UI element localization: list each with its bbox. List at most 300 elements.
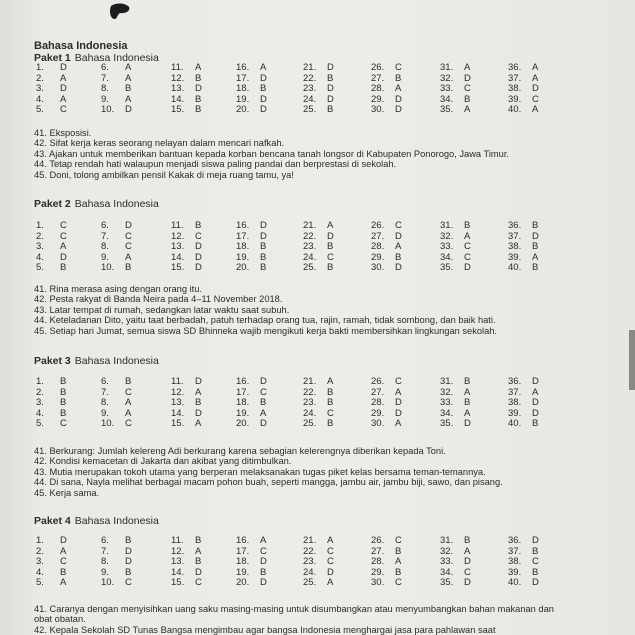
answer-letter: A [532, 72, 539, 84]
answer-item [440, 241, 471, 253]
question-number: 16. [236, 220, 250, 231]
question-number: 3. [36, 556, 44, 568]
answer-item [171, 535, 202, 546]
question-number: 6. [101, 376, 109, 387]
question-number: 14. [171, 407, 185, 419]
answer-item [371, 104, 402, 116]
answer-letter: A [195, 62, 202, 73]
question-number: 28. [371, 556, 385, 568]
answer-item [440, 251, 471, 263]
answer-item [236, 104, 267, 116]
question-number: 36. [508, 62, 522, 73]
answer-letter: D [532, 83, 539, 95]
answer-item [508, 251, 539, 263]
answer-item [101, 386, 132, 398]
question-number: 7. [101, 545, 109, 557]
answer-letter: D [195, 83, 202, 95]
answer-item [236, 376, 267, 387]
question-number: 24. [303, 407, 317, 419]
question-number: 35. [440, 577, 454, 589]
question-number: 21. [303, 62, 317, 73]
answer-letter: D [260, 376, 267, 387]
answer-letter: B [464, 220, 471, 231]
answer-item [36, 407, 67, 419]
essay-answer: 43. Ajakan untuk memberikan bantuan kepada korban bencana tanah longsor di Kabupaten Ponorogo, Jawa Timur. [34, 148, 509, 159]
answer-item [303, 386, 334, 398]
answer-letter: B [125, 376, 132, 387]
answer-item [101, 241, 132, 253]
answer-item [440, 93, 471, 105]
answer-letter: B [327, 386, 334, 398]
answer-item [171, 418, 202, 430]
answer-letter: D [195, 262, 202, 274]
question-number: 15. [171, 104, 185, 116]
answer-letter: A [464, 104, 471, 116]
question-number: 26. [371, 535, 385, 546]
question-number: 40. [508, 262, 522, 274]
answer-item [36, 535, 67, 546]
answer-item [101, 83, 132, 95]
answer-item [171, 72, 202, 84]
answer-letter: A [125, 407, 132, 419]
question-number: 32. [440, 545, 454, 557]
answer-letter: D [60, 535, 67, 546]
answer-item [371, 376, 402, 387]
answer-letter: D [195, 241, 202, 253]
answer-letter: A [195, 418, 202, 430]
question-number: 25. [303, 262, 317, 274]
question-number: 21. [303, 376, 317, 387]
question-number: 10. [101, 262, 115, 274]
answer-item [440, 220, 471, 231]
question-number: 35. [440, 104, 454, 116]
answer-letter: D [395, 397, 402, 409]
question-number: 22. [303, 386, 317, 398]
essay-answer: 42. Kepala Sekolah SD Tunas Bangsa mengimbau agar bangsa Indonesia menghargai jasa para pahlawan saat [34, 624, 496, 635]
answer-letter: A [125, 72, 132, 84]
answer-item [371, 556, 402, 568]
answer-item [171, 262, 202, 274]
question-number: 18. [236, 556, 250, 568]
answer-letter: D [195, 566, 202, 578]
answer-item [303, 251, 334, 263]
question-number: 15. [171, 418, 185, 430]
essay-answer: 45. Doni, tolong ambilkan pensil Kakak di meja ruang tamu, ya! [34, 169, 294, 180]
question-number: 39. [508, 251, 522, 263]
answer-letter: A [60, 72, 67, 84]
answer-letter: B [532, 220, 539, 231]
question-number: 28. [371, 83, 385, 95]
essay-answer: 41. Rina merasa asing dengan orang itu. [34, 284, 202, 294]
essay-answer: 41. Caranya dengan menyisihkan uang saku masing-masing untuk disumbangkan atau menyumbangkan bahan makanan dan obat obatan. [34, 604, 554, 624]
answer-letter: A [464, 62, 471, 73]
answer-item [440, 397, 471, 409]
question-number: 31. [440, 535, 454, 546]
answer-item [508, 83, 539, 95]
answer-item [508, 93, 539, 105]
answer-letter: C [60, 418, 67, 430]
answer-item [303, 566, 334, 578]
answer-item [171, 386, 202, 398]
answer-letter: C [327, 556, 334, 568]
answer-letter: D [532, 397, 539, 409]
question-number: 13. [171, 556, 185, 568]
question-number: 34. [440, 93, 454, 105]
answer-item [171, 220, 202, 231]
answer-letter: B [260, 241, 267, 253]
question-number: 39. [508, 407, 522, 419]
answer-letter: A [125, 397, 132, 409]
question-number: 29. [371, 566, 385, 578]
answer-letter: A [532, 386, 539, 398]
question-number: 40. [508, 418, 522, 430]
answer-item [508, 535, 539, 546]
answer-letter: D [532, 577, 539, 589]
question-number: 21. [303, 535, 317, 546]
answer-item [440, 104, 471, 116]
answer-letter: B [260, 566, 267, 578]
answer-item [508, 241, 539, 253]
section-label: Paket 1 [34, 52, 71, 64]
answer-item [36, 386, 67, 398]
question-number: 19. [236, 407, 250, 419]
answer-letter: D [464, 577, 471, 589]
answer-item [371, 241, 402, 253]
essay-answer: 42. Sifat kerja keras seorang nelayan dalam mencari nafkah. [34, 138, 285, 149]
answer-item [508, 72, 539, 84]
answer-item [101, 62, 132, 73]
question-number: 37. [508, 72, 522, 84]
answer-letter: B [60, 397, 67, 409]
question-number: 40. [508, 577, 522, 589]
question-number: 5. [36, 262, 44, 274]
answer-item [171, 241, 202, 253]
question-number: 25. [303, 418, 317, 430]
answer-item [101, 104, 132, 116]
question-number: 36. [508, 535, 522, 546]
question-number: 12. [171, 545, 185, 557]
answer-letter: D [327, 566, 334, 578]
answer-letter: A [464, 230, 471, 242]
answer-letter: A [60, 545, 67, 557]
section-subject: Bahasa Indonesia [74, 198, 159, 210]
answer-letter: D [195, 376, 202, 387]
answer-item [171, 407, 202, 419]
section-heading [34, 355, 159, 367]
answer-letter: C [125, 230, 132, 242]
answer-letter: B [532, 566, 539, 578]
answer-item [236, 577, 267, 589]
question-number: 16. [236, 376, 250, 387]
question-number: 2. [36, 386, 44, 398]
question-number: 33. [440, 241, 454, 253]
answer-item [101, 566, 132, 578]
answer-item [236, 241, 267, 253]
section-subject: Bahasa Indonesia [74, 52, 159, 64]
answer-letter: C [395, 62, 402, 73]
question-number: 1. [36, 535, 44, 546]
question-number: 16. [236, 62, 250, 73]
answer-item [371, 83, 402, 95]
question-number: 11. [171, 376, 184, 387]
question-number: 19. [236, 251, 250, 263]
answer-item [236, 62, 267, 73]
answer-letter: C [327, 407, 334, 419]
question-number: 17. [236, 230, 250, 242]
answer-item [508, 556, 539, 568]
answer-letter: A [532, 62, 539, 73]
question-number: 33. [440, 556, 454, 568]
question-number: 8. [101, 83, 109, 95]
ink-mark-icon [108, 2, 132, 20]
essay-answer: 42. Kondisi kemacetan di Jakarta dan akibat yang ditimbulkan. [34, 456, 292, 467]
question-number: 29. [371, 93, 385, 105]
answer-letter: C [125, 386, 132, 398]
answer-item [508, 376, 539, 387]
question-number: 18. [236, 397, 250, 409]
answer-letter: D [395, 407, 402, 419]
answer-item [508, 220, 539, 231]
answer-letter: B [125, 262, 132, 274]
question-number: 24. [303, 566, 317, 578]
question-number: 10. [101, 418, 115, 430]
answer-item [508, 577, 539, 589]
answer-item [236, 545, 267, 557]
answer-item [36, 220, 67, 231]
question-number: 37. [508, 386, 522, 398]
answer-letter: C [532, 93, 539, 105]
answer-letter: C [464, 251, 471, 263]
answer-letter: C [60, 230, 67, 242]
answer-item [101, 545, 132, 557]
question-number: 16. [236, 535, 250, 546]
answer-item [171, 93, 202, 105]
answer-letter: D [195, 251, 202, 263]
question-number: 7. [101, 72, 109, 84]
answer-item [236, 397, 267, 409]
answer-letter: D [60, 251, 67, 263]
question-number: 32. [440, 386, 454, 398]
question-number: 28. [371, 397, 385, 409]
answer-letter: A [395, 556, 402, 568]
question-number: 15. [171, 577, 185, 589]
question-number: 5. [36, 577, 44, 589]
answer-letter: D [395, 230, 402, 242]
answer-item [236, 386, 267, 398]
answer-item [371, 220, 402, 231]
answer-letter: C [125, 418, 132, 430]
question-number: 36. [508, 376, 522, 387]
answer-letter: D [260, 72, 267, 84]
question-number: 29. [371, 251, 385, 263]
answer-item [440, 72, 471, 84]
answer-letter: B [195, 556, 202, 568]
question-number: 17. [236, 386, 250, 398]
answer-item [36, 230, 67, 242]
answer-item [440, 83, 471, 95]
question-number: 1. [36, 62, 44, 73]
answer-item [36, 376, 67, 387]
answer-letter: B [195, 535, 202, 546]
essay-answer: 44. Tetap rendah hati walaupun menjadi siswa paling pandai dan berprestasi di sekolah. [34, 159, 397, 170]
answer-letter: B [260, 83, 267, 95]
section-heading [34, 515, 159, 527]
answer-letter: B [195, 72, 202, 84]
answer-item [36, 251, 67, 263]
question-number: 34. [440, 251, 454, 263]
answer-letter: B [532, 418, 539, 430]
answer-item [303, 376, 334, 387]
answer-item [371, 230, 402, 242]
answer-item [303, 241, 334, 253]
question-number: 38. [508, 556, 522, 568]
answer-item [371, 251, 402, 263]
answer-letter: C [327, 545, 334, 557]
question-number: 34. [440, 566, 454, 578]
question-number: 8. [101, 397, 109, 409]
answer-letter: C [395, 535, 402, 546]
answer-letter: A [464, 386, 471, 398]
answer-item [101, 376, 132, 387]
answer-letter: C [327, 251, 334, 263]
question-number: 14. [171, 251, 185, 263]
answer-letter: D [260, 418, 267, 430]
answer-item [171, 62, 202, 73]
answer-letter: B [260, 262, 267, 274]
answer-letter: B [60, 376, 67, 387]
answer-item [371, 62, 402, 73]
answer-item [508, 397, 539, 409]
question-number: 37. [508, 230, 522, 242]
question-number: 40. [508, 104, 522, 116]
answer-item [440, 407, 471, 419]
answer-letter: D [532, 230, 539, 242]
question-number: 13. [171, 241, 185, 253]
answer-item [36, 83, 67, 95]
answer-item [303, 577, 334, 589]
answer-item [371, 577, 402, 589]
answer-item [101, 262, 132, 274]
question-number: 18. [236, 83, 250, 95]
section-subject: Bahasa Indonesia [74, 515, 159, 527]
answer-item [236, 556, 267, 568]
question-number: 17. [236, 72, 250, 84]
answer-letter: B [60, 566, 67, 578]
question-number: 12. [171, 386, 185, 398]
answer-letter: B [195, 93, 202, 105]
answer-letter: B [327, 241, 334, 253]
answer-item [303, 93, 334, 105]
answer-item [371, 397, 402, 409]
answer-letter: B [464, 376, 471, 387]
question-number: 15. [171, 262, 185, 274]
answer-item [303, 230, 334, 242]
answer-item [36, 577, 67, 589]
answer-item [303, 62, 334, 73]
question-number: 9. [101, 407, 109, 419]
answer-letter: A [260, 407, 267, 419]
question-number: 2. [36, 230, 44, 242]
question-number: 4. [36, 93, 44, 105]
answer-item [508, 566, 539, 578]
question-number: 25. [303, 104, 317, 116]
answer-letter: D [125, 556, 132, 568]
question-number: 29. [371, 407, 385, 419]
answer-letter: D [327, 62, 334, 73]
answer-letter: B [125, 566, 132, 578]
answer-item [371, 407, 402, 419]
section-heading [34, 198, 159, 210]
answer-letter: D [60, 62, 67, 73]
answer-item [101, 535, 132, 546]
answer-letter: C [395, 376, 402, 387]
answer-item [371, 93, 402, 105]
answer-item [171, 83, 202, 95]
answer-item [101, 397, 132, 409]
answer-letter: D [260, 577, 267, 589]
answer-item [508, 418, 539, 430]
question-number: 20. [236, 262, 250, 274]
question-number: 6. [101, 220, 109, 231]
question-number: 1. [36, 220, 44, 231]
question-number: 28. [371, 241, 385, 253]
question-number: 14. [171, 566, 185, 578]
question-number: 19. [236, 93, 250, 105]
answer-item [36, 556, 67, 568]
essay-answer: 41. Berkurang: Jumlah kelereng Adi berkurang karena sebagian kelerengnya diberikan kepada Toni. [34, 446, 446, 456]
section-label: Paket 4 [34, 515, 71, 527]
question-number: 22. [303, 545, 317, 557]
answer-item [101, 418, 132, 430]
question-number: 33. [440, 397, 454, 409]
answer-letter: B [532, 545, 539, 557]
answer-item [440, 230, 471, 242]
answer-item [171, 577, 202, 589]
answer-letter: D [327, 93, 334, 105]
question-number: 9. [101, 566, 109, 578]
answer-item [303, 72, 334, 84]
answer-letter: D [125, 104, 132, 116]
answer-letter: A [464, 407, 471, 419]
answer-item [101, 72, 132, 84]
question-number: 30. [371, 418, 385, 430]
answer-letter: A [195, 545, 202, 557]
answer-item [508, 230, 539, 242]
question-number: 12. [171, 72, 185, 84]
question-number: 7. [101, 230, 109, 242]
answer-letter: B [60, 407, 67, 419]
question-number: 10. [101, 104, 115, 116]
answer-letter: B [532, 241, 539, 253]
answer-item [508, 386, 539, 398]
answer-letter: A [532, 251, 539, 263]
answer-item [171, 566, 202, 578]
answer-letter: B [327, 72, 334, 84]
answer-letter: B [395, 72, 402, 84]
question-number: 35. [440, 418, 454, 430]
question-number: 31. [440, 376, 454, 387]
question-number: 27. [371, 545, 385, 557]
answer-letter: C [60, 104, 67, 116]
question-number: 21. [303, 220, 317, 231]
answer-item [101, 251, 132, 263]
answer-item [101, 577, 132, 589]
answer-item [303, 556, 334, 568]
question-number: 26. [371, 376, 385, 387]
question-number: 7. [101, 386, 109, 398]
answer-item [440, 62, 471, 73]
answer-letter: D [464, 72, 471, 84]
